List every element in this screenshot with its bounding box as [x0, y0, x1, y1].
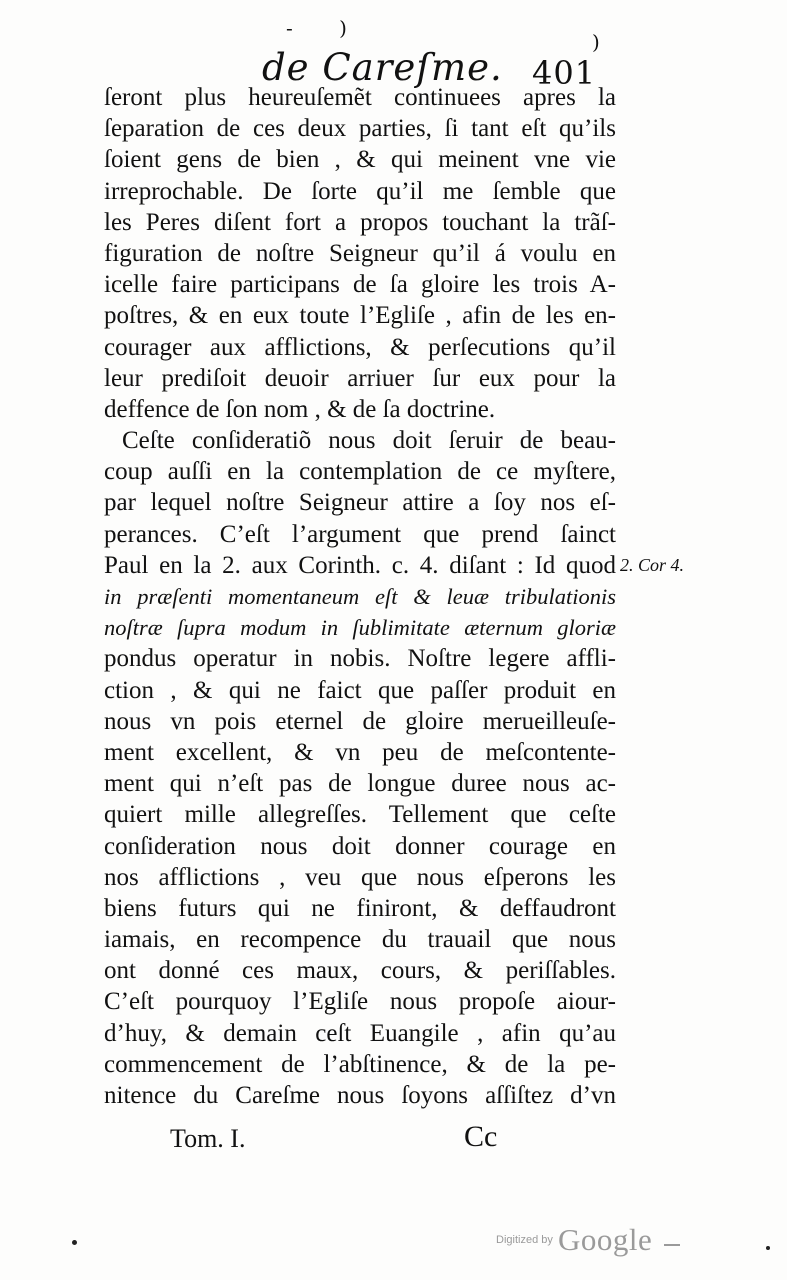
text-line: d’huy, & demain ceſt Euangile , afin qu’au [104, 1019, 616, 1047]
latin-quote-line: noſtræ ſupra modum in ſublimitate æternum gloriæ [104, 615, 616, 641]
text-line: ment excellent, & vn peu de meſcontente- [104, 738, 616, 766]
paragraph-start-line: Ceſte conſideratiõ nous doit ſeruir de beau- [122, 427, 616, 455]
text-line: nitence du Careſme nous ſoyons aſſiſtez d’vn [104, 1082, 616, 1109]
text-line: les Peres diſent fort a propos touchant la trãſ- [104, 208, 616, 236]
latin-quote-line: in præſenti momentaneum eſt & leuæ tribulationis [104, 584, 616, 609]
text-line: par lequel noſtre Seigneur attire a ſoy nos eſ- [104, 489, 616, 517]
text-line: ſeparation de ces deux parties, ſi tant eſt qu’ils [104, 115, 616, 143]
text-line: conſideration nous doit donner courage en [104, 832, 616, 860]
text-line: poſtres, & en eux toute l’Egliſe , afin de les en- [104, 302, 616, 330]
text-line: pondus operatur in nobis. Noſtre legere affli- [104, 645, 616, 673]
text-line: coup auſſi en la contemplation de ce myſtere, [104, 458, 616, 486]
digitization-watermark [496, 1222, 652, 1258]
ink-speck [766, 1246, 770, 1250]
text-line: commencement de l’abſtinence, & de la pe- [104, 1050, 616, 1078]
text-line: nos afflictions , veu que nous eſperons les [104, 863, 616, 891]
text-line: irreprochable. De ſorte qu’il me ſemble que [104, 177, 616, 205]
text-line: figuration de noſtre Seigneur qu’il á voulu en [104, 239, 616, 267]
text-line: ont donné ces maux, cours, & periſſables. [104, 957, 616, 985]
text-line: deffence de ſon nom , & de ſa doctrine. [104, 395, 496, 423]
top-right-mark: ) [592, 30, 600, 54]
page-number: 401 [532, 54, 597, 92]
watermark-brand: Google [557, 1222, 653, 1257]
signature-mark: Cc [464, 1120, 498, 1153]
text-line: perances. C’eſt l’argument que prend ſainct [104, 520, 616, 548]
text-line: biens futurs qui ne finiront, & deffaudront [104, 894, 616, 922]
text-line: quiert mille allegreſſes. Tellement que ceſte [104, 801, 616, 829]
volume-footer: Tom. I. [170, 1124, 246, 1153]
text-line: Paul en la 2. aux Corinth. c. 4. diſant : Id quod [104, 551, 616, 579]
text-line: iamais, en recompence du trauail que nous [104, 926, 616, 954]
text-line: ſoient gens de bien , & qui meinent vne vie [104, 146, 616, 174]
text-line: ment qui n’eſt pas de longue duree nous ac- [104, 770, 616, 798]
body-text [104, 82, 616, 1111]
text-line: courager aux afflictions, & perſecutions qu’il [104, 333, 616, 361]
top-margin-marks: - ) [286, 16, 367, 40]
text-line: icelle faire participans de ſa gloire les trois A- [104, 271, 616, 299]
text-line: ſeront plus heureuſemẽt continuees apres la [104, 84, 616, 111]
watermark-underline [664, 1244, 680, 1246]
running-head: de Careſme. [262, 46, 503, 89]
ink-speck [72, 1240, 77, 1245]
margin-note: 2. Cor 4. [620, 555, 685, 575]
text-line: nous vn pois eternel de gloire merueilleuſe- [104, 707, 616, 735]
watermark-prefix: Digitized by [496, 1234, 553, 1246]
text-line: C’eſt pourquoy l’Egliſe nous propoſe aiour- [104, 988, 616, 1016]
text-line: ction , & qui ne faict que paſſer produit en [104, 676, 616, 704]
text-line: leur prediſoit deuoir arriuer ſur eux pour la [104, 364, 616, 392]
